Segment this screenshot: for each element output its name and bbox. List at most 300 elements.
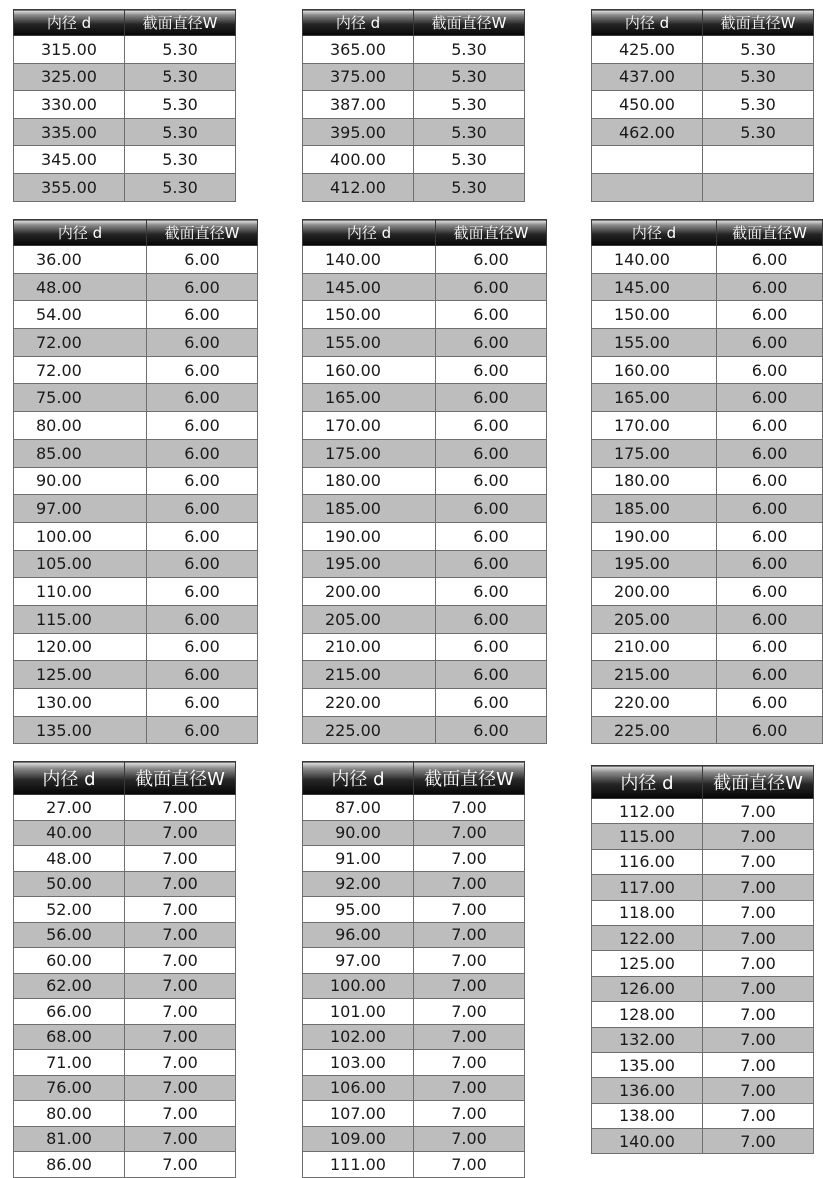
cell-inner-diameter: 122.00 xyxy=(592,925,703,950)
cell-inner-diameter: 126.00 xyxy=(592,976,703,1001)
cell-inner-diameter: 60.00 xyxy=(14,948,125,974)
size-table-w600-col1 xyxy=(13,219,258,744)
cell-inner-diameter: 195.00 xyxy=(592,550,717,578)
cell-inner-diameter: 110.00 xyxy=(14,578,147,606)
table-row xyxy=(303,871,525,897)
table-row xyxy=(303,36,525,64)
table-row xyxy=(592,824,814,849)
table-row xyxy=(303,633,547,661)
cell-section-diameter: 6.00 xyxy=(717,356,823,384)
cell-inner-diameter: 355.00 xyxy=(14,173,125,201)
table-row xyxy=(14,356,258,384)
table-row xyxy=(14,36,236,64)
cell-section-diameter: 6.00 xyxy=(147,633,258,661)
cell-inner-diameter: 140.00 xyxy=(592,246,717,274)
table-row xyxy=(303,329,547,357)
table-row xyxy=(14,1152,236,1178)
table-row xyxy=(14,605,258,633)
cell-inner-diameter: 135.00 xyxy=(14,716,147,744)
cell-inner-diameter: 150.00 xyxy=(303,301,436,329)
cell-inner-diameter: 335.00 xyxy=(14,118,125,146)
table-row xyxy=(303,1024,525,1050)
cell-inner-diameter: 325.00 xyxy=(14,63,125,91)
cell-section-diameter: 6.00 xyxy=(717,329,823,357)
size-table-w700-col3 xyxy=(591,765,814,1154)
cell-inner-diameter: 72.00 xyxy=(14,356,147,384)
header-section-diameter: 截面直径W xyxy=(414,10,525,36)
table-row xyxy=(592,356,823,384)
cell-inner-diameter: 160.00 xyxy=(592,356,717,384)
table-row xyxy=(592,1129,814,1154)
table-row xyxy=(14,820,236,846)
table-row xyxy=(14,948,236,974)
cell-section-diameter: 7.00 xyxy=(703,951,814,976)
cell-inner-diameter: 180.00 xyxy=(303,467,436,495)
cell-inner-diameter: 175.00 xyxy=(303,439,436,467)
table-row xyxy=(592,1078,814,1103)
header-section-diameter: 截面直径W xyxy=(125,762,236,795)
cell-section-diameter: 6.00 xyxy=(147,661,258,689)
cell-section-diameter: 5.30 xyxy=(125,36,236,64)
cell-inner-diameter: 375.00 xyxy=(303,63,414,91)
cell-section-diameter: 7.00 xyxy=(414,897,525,923)
cell-section-diameter: 5.30 xyxy=(703,118,814,146)
cell-inner-diameter: 437.00 xyxy=(592,63,703,91)
cell-inner-diameter: 27.00 xyxy=(14,795,125,821)
cell-section-diameter: 6.00 xyxy=(717,273,823,301)
table-row xyxy=(303,1050,525,1076)
cell-section-diameter: 7.00 xyxy=(125,1050,236,1076)
cell-section-diameter: 6.00 xyxy=(717,633,823,661)
cell-section-diameter: 7.00 xyxy=(703,1103,814,1128)
cell-section-diameter: 7.00 xyxy=(125,922,236,948)
cell-inner-diameter: 115.00 xyxy=(14,605,147,633)
cell-inner-diameter: 225.00 xyxy=(592,716,717,744)
cell-section-diameter: 6.00 xyxy=(436,578,547,606)
cell-section-diameter: 6.00 xyxy=(717,661,823,689)
cell-inner-diameter: 107.00 xyxy=(303,1101,414,1127)
header-inner-diameter: 内径 d xyxy=(14,10,125,36)
table-row xyxy=(303,63,525,91)
cell-inner-diameter: 125.00 xyxy=(592,951,703,976)
cell-section-diameter: 7.00 xyxy=(125,1075,236,1101)
size-table-w700-col2 xyxy=(302,761,525,1178)
table-row xyxy=(303,550,547,578)
header-inner-diameter: 内径 d xyxy=(303,762,414,795)
table-row xyxy=(303,495,547,523)
table-row xyxy=(592,1002,814,1027)
table-row xyxy=(303,820,525,846)
cell-inner-diameter: 36.00 xyxy=(14,246,147,274)
cell-section-diameter: 6.00 xyxy=(717,716,823,744)
cell-section-diameter: 6.00 xyxy=(147,246,258,274)
cell-inner-diameter: 120.00 xyxy=(14,633,147,661)
table-header-row xyxy=(303,220,547,246)
table-row xyxy=(14,973,236,999)
table-row xyxy=(14,91,236,119)
cell-inner-diameter: 425.00 xyxy=(592,36,703,64)
table-row xyxy=(14,633,258,661)
header-inner-diameter: 内径 d xyxy=(592,10,703,36)
cell-inner-diameter: 145.00 xyxy=(592,273,717,301)
cell-section-diameter: 7.00 xyxy=(703,1027,814,1052)
cell-inner-diameter: 200.00 xyxy=(592,578,717,606)
cell-inner-diameter: 125.00 xyxy=(14,661,147,689)
cell-section-diameter: 6.00 xyxy=(147,356,258,384)
cell-inner-diameter: 90.00 xyxy=(14,467,147,495)
cell-section-diameter: 6.00 xyxy=(147,550,258,578)
table-header-row xyxy=(592,766,814,799)
table-row xyxy=(592,91,814,119)
cell-inner-diameter: 140.00 xyxy=(592,1129,703,1154)
table-row xyxy=(303,661,547,689)
table-header-row xyxy=(14,762,236,795)
cell-section-diameter: 7.00 xyxy=(703,1078,814,1103)
header-section-diameter: 截面直径W xyxy=(703,766,814,799)
cell-inner-diameter xyxy=(592,173,703,201)
cell-section-diameter: 6.00 xyxy=(436,689,547,717)
cell-inner-diameter: 97.00 xyxy=(303,948,414,974)
cell-section-diameter: 7.00 xyxy=(125,1152,236,1178)
cell-section-diameter: 6.00 xyxy=(717,550,823,578)
table-row xyxy=(14,795,236,821)
table-row xyxy=(592,273,823,301)
table-row xyxy=(14,173,236,201)
cell-inner-diameter: 103.00 xyxy=(303,1050,414,1076)
cell-section-diameter: 5.30 xyxy=(414,36,525,64)
table-row xyxy=(303,1126,525,1152)
table-row xyxy=(592,246,823,274)
size-table-w600-col2 xyxy=(302,219,547,744)
cell-inner-diameter: 165.00 xyxy=(592,384,717,412)
cell-section-diameter: 6.00 xyxy=(147,273,258,301)
table-row xyxy=(592,605,823,633)
table-row xyxy=(592,976,814,1001)
cell-section-diameter: 5.30 xyxy=(414,146,525,174)
cell-section-diameter: 6.00 xyxy=(147,495,258,523)
table-row xyxy=(592,495,823,523)
cell-section-diameter: 7.00 xyxy=(125,1101,236,1127)
table-row xyxy=(303,922,525,948)
cell-section-diameter: 7.00 xyxy=(414,1152,525,1178)
cell-inner-diameter: 91.00 xyxy=(303,846,414,872)
cell-inner-diameter: 130.00 xyxy=(14,689,147,717)
cell-inner-diameter: 109.00 xyxy=(303,1126,414,1152)
table-row xyxy=(592,522,823,550)
cell-section-diameter: 6.00 xyxy=(436,246,547,274)
cell-inner-diameter: 170.00 xyxy=(303,412,436,440)
size-table-w700-col1 xyxy=(13,761,236,1178)
cell-section-diameter: 7.00 xyxy=(703,1129,814,1154)
cell-inner-diameter: 175.00 xyxy=(592,439,717,467)
header-section-diameter: 截面直径W xyxy=(125,10,236,36)
table-row xyxy=(14,384,258,412)
cell-section-diameter: 6.00 xyxy=(436,550,547,578)
cell-section-diameter: 6.00 xyxy=(147,716,258,744)
cell-section-diameter: 6.00 xyxy=(436,522,547,550)
cell-section-diameter: 6.00 xyxy=(436,356,547,384)
cell-inner-diameter: 165.00 xyxy=(303,384,436,412)
cell-section-diameter: 6.00 xyxy=(436,605,547,633)
cell-section-diameter: 6.00 xyxy=(717,467,823,495)
header-inner-diameter: 内径 d xyxy=(592,766,703,799)
table-row xyxy=(592,689,823,717)
cell-inner-diameter: 85.00 xyxy=(14,439,147,467)
cell-section-diameter: 6.00 xyxy=(436,495,547,523)
table-row xyxy=(14,716,258,744)
table-row xyxy=(592,849,814,874)
cell-section-diameter: 5.30 xyxy=(414,91,525,119)
cell-section-diameter: 7.00 xyxy=(703,900,814,925)
table-row xyxy=(592,1103,814,1128)
cell-inner-diameter: 101.00 xyxy=(303,999,414,1025)
cell-section-diameter: 6.00 xyxy=(147,329,258,357)
table-row xyxy=(592,799,814,824)
cell-section-diameter: 7.00 xyxy=(125,1126,236,1152)
cell-inner-diameter: 215.00 xyxy=(592,661,717,689)
cell-inner-diameter: 116.00 xyxy=(592,849,703,874)
table-row xyxy=(303,578,547,606)
table-row xyxy=(592,1052,814,1077)
cell-inner-diameter: 200.00 xyxy=(303,578,436,606)
table-row xyxy=(303,948,525,974)
table-row xyxy=(592,578,823,606)
cell-section-diameter: 7.00 xyxy=(414,846,525,872)
cell-inner-diameter: 170.00 xyxy=(592,412,717,440)
table-row xyxy=(303,522,547,550)
cell-inner-diameter: 128.00 xyxy=(592,1002,703,1027)
table-row xyxy=(14,146,236,174)
cell-section-diameter: 6.00 xyxy=(717,301,823,329)
cell-section-diameter: 6.00 xyxy=(717,439,823,467)
cell-inner-diameter: 395.00 xyxy=(303,118,414,146)
cell-inner-diameter: 40.00 xyxy=(14,820,125,846)
cell-section-diameter: 7.00 xyxy=(125,999,236,1025)
table-row xyxy=(14,246,258,274)
table-row xyxy=(592,875,814,900)
header-inner-diameter: 内径 d xyxy=(303,10,414,36)
cell-section-diameter: 5.30 xyxy=(125,63,236,91)
table-row xyxy=(303,716,547,744)
cell-inner-diameter: 160.00 xyxy=(303,356,436,384)
cell-inner-diameter: 155.00 xyxy=(303,329,436,357)
table-row xyxy=(14,578,258,606)
cell-inner-diameter: 225.00 xyxy=(303,716,436,744)
cell-section-diameter: 7.00 xyxy=(703,1002,814,1027)
table-row xyxy=(14,897,236,923)
cell-section-diameter: 7.00 xyxy=(125,846,236,872)
table-row xyxy=(592,550,823,578)
cell-section-diameter: 7.00 xyxy=(703,849,814,874)
cell-section-diameter: 6.00 xyxy=(436,633,547,661)
table-row xyxy=(14,922,236,948)
table-row xyxy=(14,999,236,1025)
table-row xyxy=(592,439,823,467)
cell-section-diameter: 6.00 xyxy=(717,384,823,412)
cell-section-diameter xyxy=(703,146,814,174)
cell-section-diameter: 7.00 xyxy=(703,824,814,849)
table-row xyxy=(14,1050,236,1076)
table-row xyxy=(303,605,547,633)
cell-inner-diameter: 215.00 xyxy=(303,661,436,689)
table-row xyxy=(303,439,547,467)
table-row xyxy=(14,689,258,717)
cell-section-diameter: 7.00 xyxy=(703,799,814,824)
cell-section-diameter: 7.00 xyxy=(414,948,525,974)
cell-section-diameter: 6.00 xyxy=(436,467,547,495)
table-row xyxy=(14,550,258,578)
table-row xyxy=(303,1101,525,1127)
size-table-w530-col2 xyxy=(302,9,525,202)
header-section-diameter: 截面直径W xyxy=(147,220,258,246)
cell-inner-diameter: 48.00 xyxy=(14,273,147,301)
cell-inner-diameter: 106.00 xyxy=(303,1075,414,1101)
cell-inner-diameter: 180.00 xyxy=(592,467,717,495)
cell-inner-diameter: 54.00 xyxy=(14,301,147,329)
cell-section-diameter: 6.00 xyxy=(717,412,823,440)
cell-section-diameter: 7.00 xyxy=(414,1024,525,1050)
cell-section-diameter: 5.30 xyxy=(414,118,525,146)
cell-inner-diameter: 190.00 xyxy=(303,522,436,550)
table-row xyxy=(14,1101,236,1127)
cell-inner-diameter: 68.00 xyxy=(14,1024,125,1050)
cell-inner-diameter: 80.00 xyxy=(14,412,147,440)
cell-section-diameter: 5.30 xyxy=(125,173,236,201)
table-row xyxy=(14,846,236,872)
table-row xyxy=(592,467,823,495)
cell-inner-diameter: 75.00 xyxy=(14,384,147,412)
table-row xyxy=(303,246,547,274)
cell-inner-diameter: 220.00 xyxy=(303,689,436,717)
cell-section-diameter: 5.30 xyxy=(125,91,236,119)
table-row xyxy=(592,900,814,925)
cell-section-diameter: 7.00 xyxy=(414,1126,525,1152)
cell-inner-diameter: 400.00 xyxy=(303,146,414,174)
cell-inner-diameter: 71.00 xyxy=(14,1050,125,1076)
cell-inner-diameter: 80.00 xyxy=(14,1101,125,1127)
cell-inner-diameter: 86.00 xyxy=(14,1152,125,1178)
cell-inner-diameter: 450.00 xyxy=(592,91,703,119)
table-row xyxy=(303,795,525,821)
table-row xyxy=(14,273,258,301)
table-row xyxy=(592,1027,814,1052)
cell-section-diameter: 6.00 xyxy=(436,301,547,329)
table-row xyxy=(14,412,258,440)
table-row xyxy=(592,384,823,412)
cell-section-diameter: 6.00 xyxy=(147,439,258,467)
cell-section-diameter: 7.00 xyxy=(125,897,236,923)
cell-inner-diameter: 412.00 xyxy=(303,173,414,201)
cell-section-diameter: 7.00 xyxy=(703,1052,814,1077)
cell-section-diameter: 7.00 xyxy=(414,999,525,1025)
cell-section-diameter: 6.00 xyxy=(717,689,823,717)
cell-section-diameter: 7.00 xyxy=(414,871,525,897)
table-row xyxy=(303,467,547,495)
cell-section-diameter: 7.00 xyxy=(125,973,236,999)
cell-section-diameter: 6.00 xyxy=(147,689,258,717)
header-section-diameter: 截面直径W xyxy=(717,220,823,246)
cell-section-diameter: 6.00 xyxy=(717,522,823,550)
table-row xyxy=(14,871,236,897)
table-row xyxy=(303,118,525,146)
cell-section-diameter xyxy=(703,173,814,201)
cell-inner-diameter: 112.00 xyxy=(592,799,703,824)
cell-section-diameter: 7.00 xyxy=(125,871,236,897)
cell-section-diameter: 5.30 xyxy=(703,36,814,64)
cell-section-diameter: 6.00 xyxy=(717,605,823,633)
cell-section-diameter: 7.00 xyxy=(125,820,236,846)
cell-inner-diameter: 345.00 xyxy=(14,146,125,174)
table-row xyxy=(592,661,823,689)
table-row xyxy=(592,925,814,950)
table-header-row xyxy=(14,220,258,246)
table-row xyxy=(14,467,258,495)
cell-section-diameter: 7.00 xyxy=(414,922,525,948)
cell-section-diameter: 6.00 xyxy=(147,578,258,606)
cell-section-diameter: 6.00 xyxy=(147,384,258,412)
cell-inner-diameter xyxy=(592,146,703,174)
table-row xyxy=(14,301,258,329)
table-row xyxy=(303,356,547,384)
cell-inner-diameter: 66.00 xyxy=(14,999,125,1025)
table-row xyxy=(14,522,258,550)
cell-section-diameter: 7.00 xyxy=(125,795,236,821)
header-inner-diameter: 内径 d xyxy=(14,762,125,795)
cell-section-diameter: 6.00 xyxy=(436,384,547,412)
cell-inner-diameter: 365.00 xyxy=(303,36,414,64)
cell-inner-diameter: 132.00 xyxy=(592,1027,703,1052)
cell-inner-diameter: 105.00 xyxy=(14,550,147,578)
table-row xyxy=(303,1075,525,1101)
table-row xyxy=(592,716,823,744)
table-row xyxy=(303,689,547,717)
cell-section-diameter: 6.00 xyxy=(147,605,258,633)
cell-inner-diameter: 56.00 xyxy=(14,922,125,948)
table-row xyxy=(303,999,525,1025)
cell-inner-diameter: 92.00 xyxy=(303,871,414,897)
table-row xyxy=(592,173,814,201)
cell-inner-diameter: 52.00 xyxy=(14,897,125,923)
cell-section-diameter: 6.00 xyxy=(436,329,547,357)
header-section-diameter: 截面直径W xyxy=(703,10,814,36)
table-row xyxy=(303,301,547,329)
table-row xyxy=(14,661,258,689)
cell-inner-diameter: 100.00 xyxy=(303,973,414,999)
cell-inner-diameter: 185.00 xyxy=(303,495,436,523)
cell-inner-diameter: 205.00 xyxy=(592,605,717,633)
table-row xyxy=(592,633,823,661)
cell-section-diameter: 6.00 xyxy=(717,246,823,274)
cell-inner-diameter: 155.00 xyxy=(592,329,717,357)
cell-inner-diameter: 72.00 xyxy=(14,329,147,357)
cell-section-diameter: 6.00 xyxy=(147,301,258,329)
table-row xyxy=(303,973,525,999)
cell-inner-diameter: 136.00 xyxy=(592,1078,703,1103)
header-inner-diameter: 内径 d xyxy=(592,220,717,246)
table-row xyxy=(592,146,814,174)
table-header-row xyxy=(303,10,525,36)
table-row xyxy=(592,412,823,440)
cell-inner-diameter: 138.00 xyxy=(592,1103,703,1128)
table-row xyxy=(592,36,814,64)
table-header-row xyxy=(14,10,236,36)
cell-section-diameter: 5.30 xyxy=(125,146,236,174)
cell-inner-diameter: 210.00 xyxy=(303,633,436,661)
cell-section-diameter: 6.00 xyxy=(147,412,258,440)
cell-section-diameter: 6.00 xyxy=(436,273,547,301)
table-row xyxy=(14,1126,236,1152)
table-row xyxy=(14,439,258,467)
